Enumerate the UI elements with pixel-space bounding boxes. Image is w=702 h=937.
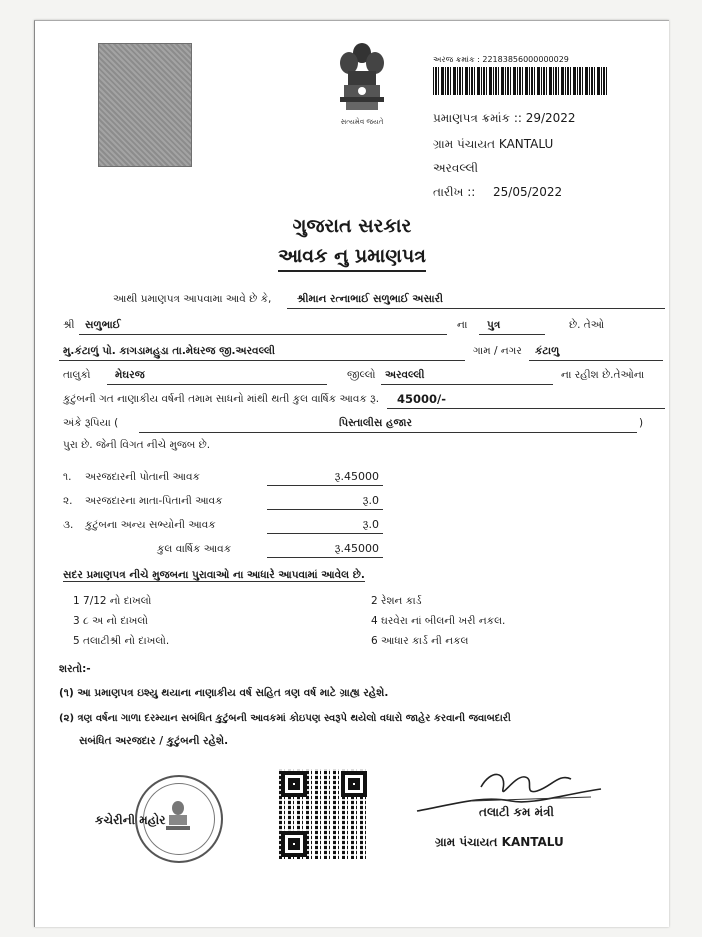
government-title: ગુજરાત સરકાર — [292, 215, 412, 237]
address-underline — [59, 360, 465, 361]
relation-underline — [479, 334, 545, 335]
income-row-3-underline — [267, 533, 383, 534]
barcode — [433, 67, 607, 95]
words-label: અંકે રૂપિયા ( — [63, 417, 119, 429]
income-row-2-label: અરજદારના માતા-પિતાની આવક — [85, 495, 223, 507]
evidence-item-5: 5 તલાટીશ્રી નો દાખલો. — [73, 635, 170, 647]
resident-text: ના રહીશ છે.તેઓના — [561, 369, 645, 381]
district-underline — [381, 384, 553, 385]
income-row-3-no: ૩. — [63, 519, 74, 531]
na-label: ના — [457, 319, 468, 331]
certificate-page — [34, 20, 669, 927]
close-paren: ) — [639, 417, 644, 429]
seal-emblem-icon — [161, 799, 195, 835]
father-name-underline — [79, 334, 447, 335]
date-label: તારીખ :: — [433, 185, 476, 199]
annual-income: 45000/- — [397, 392, 446, 406]
income-row-1-amount: રૂ.45000 — [334, 470, 379, 483]
details-text: પુરા છે. જેની વિગત નીચે મુજબ છે. — [63, 439, 211, 451]
condition-1: (૧) આ પ્રમાણપત્ર ઇશ્યુ થયાના નાણાકીય વર્ષ સહિત ત્રણ વર્ષ માટે ગ્રાહ્ય રહેશે. — [59, 687, 389, 699]
annual-income-underline — [387, 408, 665, 409]
applicant-name-underline — [287, 308, 665, 309]
qr-code — [279, 769, 369, 859]
income-total-underline — [267, 557, 383, 558]
qr-finder-top-left — [281, 771, 307, 797]
income-row-1-no: ૧. — [63, 471, 72, 483]
shri-label: શ્રી — [63, 319, 75, 331]
application-number: અરજ ક્રમાંક : 22183856000000029 — [433, 55, 569, 64]
income-total-amount: રૂ.45000 — [334, 542, 379, 555]
taluka: મેઘરજ — [115, 369, 145, 381]
district-label: જીલ્લો — [347, 369, 376, 381]
evidence-item-6: 6 આધાર કાર્ડ ની નકલ — [371, 635, 469, 647]
evidence-item-4: 4 ઘરવેરા નાં બીલની ખરી નકલ. — [371, 615, 506, 627]
income-row-2-no: ૨. — [63, 495, 73, 507]
income-row-1-label: અરજદારની પોતાની આવક — [85, 471, 200, 483]
income-in-words: પિસ્તાલીસ હજાર — [339, 417, 412, 429]
evidence-heading: સદર પ્રમાણપત્ર નીચે મુજબના પુરાવાઓ ના આધારે આપવામાં આવેલ છે. — [63, 569, 365, 581]
village-underline — [529, 360, 663, 361]
evidence-item-2: 2 રેશન કાર્ડ — [371, 595, 422, 607]
office-seal-label: કચેરીની મહોર — [95, 813, 166, 827]
income-row-3-amount: રૂ.0 — [362, 518, 379, 531]
che-teo-label: છે. તેઓ — [569, 319, 605, 331]
income-words-underline — [139, 432, 637, 433]
certificate-number: પ્રમાણપત્ર ક્રમાંક :: 29/2022 — [433, 111, 576, 125]
emblem-motto: સત્યમેવ જયતે — [340, 118, 384, 126]
applicant-name: શ્રીમાન રત્નાભાઈ સળુભાઈ અસારી — [297, 293, 443, 305]
signatory-title: તલાટી કમ મંત્રી — [479, 805, 554, 819]
family-income-text: કુટુંબની ગત નાણાકીય વર્ષની તમામ સાધનો માંથી થતી કુલ વાર્ષિક આવક રૂ. — [63, 393, 380, 405]
signatory-panchayat: ગ્રામ પંચાયત KANTALU — [435, 835, 564, 849]
evidence-item-3: 3 ૮ અ નો દાખલો — [73, 615, 148, 627]
intro-text: આથી પ્રમાણપત્ર આપવામા આવે છે કે, — [113, 293, 272, 305]
state-emblem — [325, 39, 399, 137]
village-label: ગામ / નગર — [473, 345, 522, 357]
relation: પુત્ર — [487, 319, 501, 331]
income-row-2-underline — [267, 509, 383, 510]
issue-date: 25/05/2022 — [493, 185, 563, 199]
evidence-item-1: 1 7/12 નો દાખલો — [73, 595, 152, 607]
father-name: સળુભાઈ — [85, 319, 121, 331]
taluka-underline — [107, 384, 327, 385]
lion-capital-icon — [334, 39, 390, 117]
qr-finder-top-right — [341, 771, 367, 797]
condition-2-line-2: સબંધિત અરજદાર / કુટુંબની રહેશે. — [79, 735, 229, 747]
address: મુ.કંટાળું પો. કાગડામહુડા તા.મેઘરજ જી.અરવલ્લી — [63, 345, 275, 357]
district: અરવલ્લી — [385, 369, 425, 381]
income-total-label: કુલ વાર્ષિક આવક — [157, 543, 232, 555]
income-row-1-underline — [267, 485, 383, 486]
conditions-heading: શરતો:- — [59, 663, 91, 675]
condition-2-line-1: (૨) ત્રણ વર્ષના ગાળા દરમ્યાન સબંધિત કુટુંબની આવકમાં કોઇપણ સ્વરૂપે થયેલો વધારો જાહેર કરવાની જવાબદારી — [59, 713, 511, 724]
header-district: અરવલ્લી — [433, 161, 479, 175]
taluka-label: તાલુકો — [63, 369, 91, 381]
income-row-2-amount: રૂ.0 — [362, 494, 379, 507]
applicant-photo — [98, 43, 192, 167]
certificate-title: આવક નુ પ્રમાણપત્ર — [35, 245, 669, 267]
village: કંટાળુ — [535, 345, 560, 357]
income-row-3-label: કુટુંબના અન્ય સભ્યોની આવક — [85, 519, 216, 531]
panchayat-name: ગ્રામ પંચાયત KANTALU — [433, 137, 554, 151]
qr-finder-bottom-left — [281, 831, 307, 857]
